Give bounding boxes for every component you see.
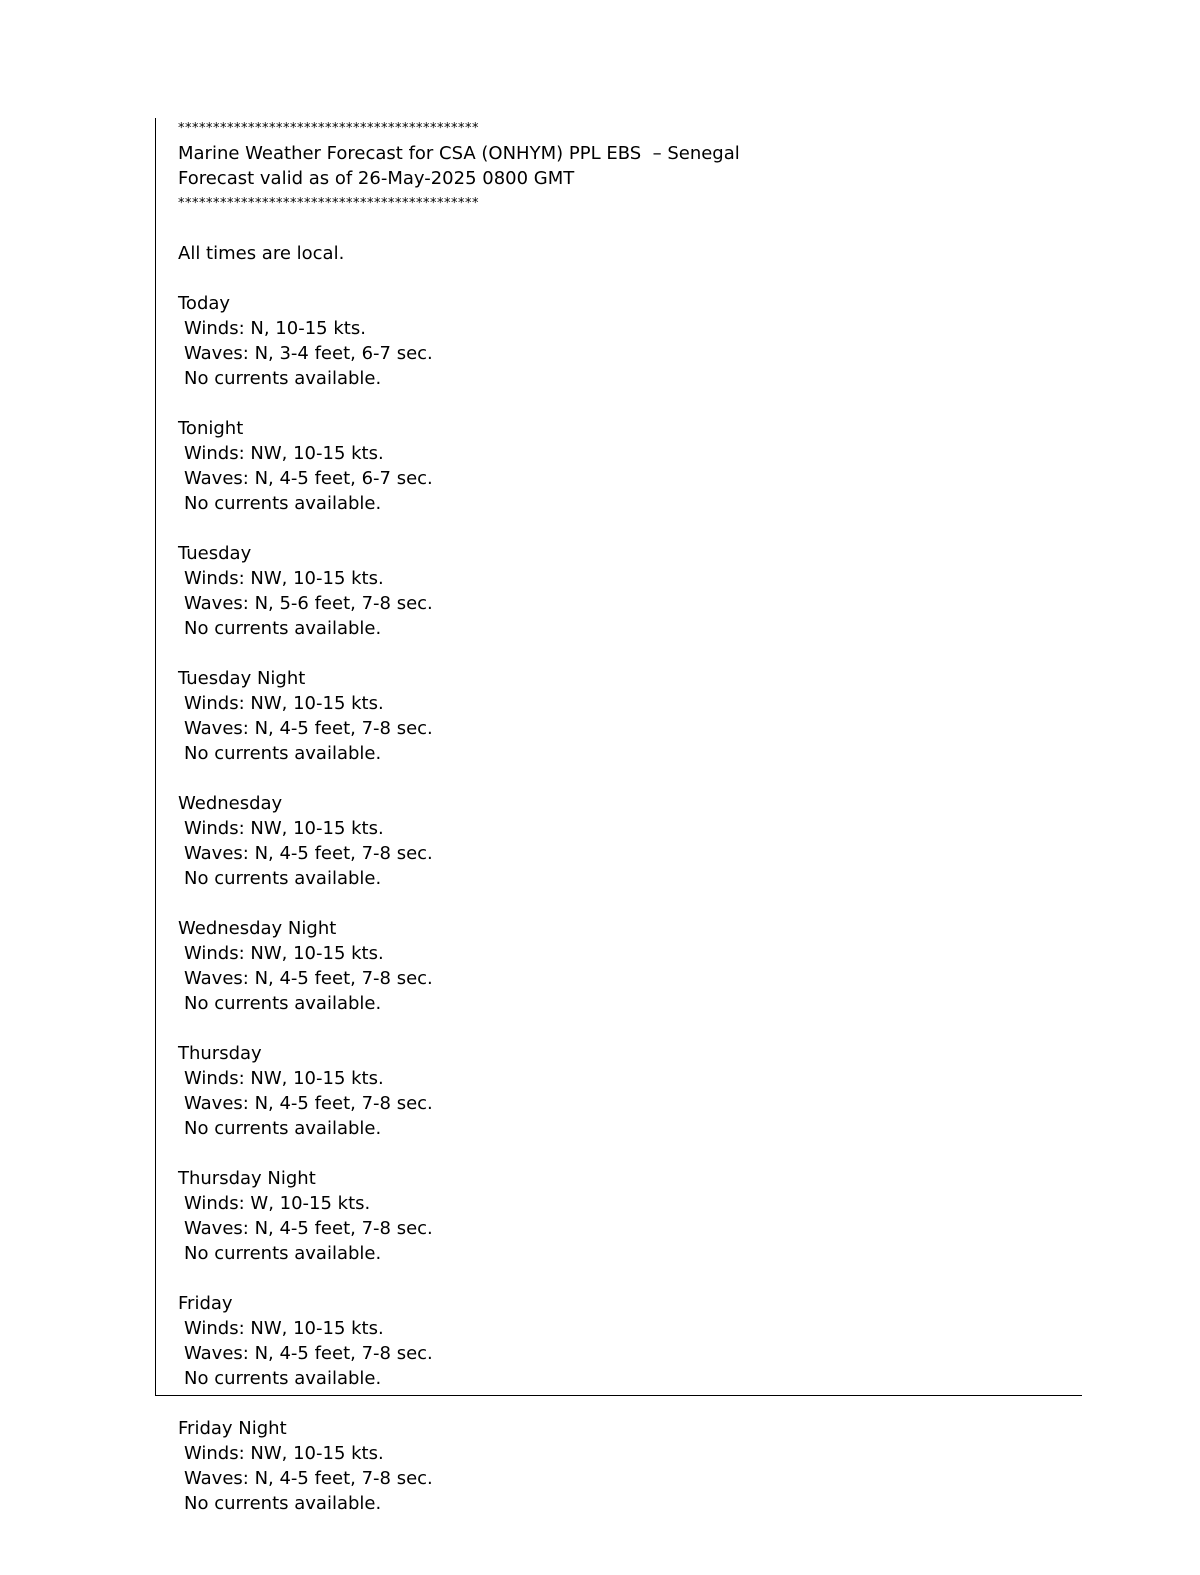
- spacer: [178, 391, 1058, 416]
- period-waves: Waves: N, 4-5 feet, 7-8 sec.: [184, 1468, 433, 1489]
- period-name: Friday: [178, 1293, 233, 1314]
- period-name: Tonight: [178, 418, 244, 439]
- spacer: [178, 766, 1058, 791]
- period-currents: No currents available.: [184, 1493, 382, 1514]
- period-name: Tuesday: [178, 543, 252, 564]
- spacer: [178, 516, 1058, 541]
- period-name: Wednesday Night: [178, 918, 337, 939]
- forecast-valid-time: Forecast valid as of 26-May-2025 0800 GMT: [178, 168, 575, 189]
- period-currents: No currents available.: [184, 868, 382, 889]
- spacer: [178, 1391, 1058, 1416]
- left-border-line: [155, 118, 156, 1396]
- period-currents: No currents available.: [184, 1368, 382, 1389]
- period-name: Friday Night: [178, 1418, 287, 1439]
- period-winds: Winds: NW, 10-15 kts.: [184, 818, 384, 839]
- period-currents: No currents available.: [184, 743, 382, 764]
- period-block: [178, 1041, 1058, 1166]
- period-winds: Winds: NW, 10-15 kts.: [184, 1318, 384, 1339]
- period-currents: No currents available.: [184, 993, 382, 1014]
- period-waves: Waves: N, 4-5 feet, 7-8 sec.: [184, 843, 433, 864]
- header-stars-top: *******************************************: [178, 121, 479, 136]
- period-currents: No currents available.: [184, 1243, 382, 1264]
- spacer: [178, 1266, 1058, 1291]
- period-waves: Waves: N, 5-6 feet, 7-8 sec.: [184, 593, 433, 614]
- period-block: [178, 1166, 1058, 1291]
- period-block: [178, 916, 1058, 1041]
- period-block: [178, 1416, 1058, 1516]
- period-waves: Waves: N, 4-5 feet, 7-8 sec.: [184, 968, 433, 989]
- period-name: Wednesday: [178, 793, 283, 814]
- spacer: [178, 1141, 1058, 1166]
- period-waves: Waves: N, 4-5 feet, 7-8 sec.: [184, 1343, 433, 1364]
- spacer: [178, 216, 1058, 241]
- forecast-text: [178, 116, 1058, 1516]
- period-winds: Winds: NW, 10-15 kts.: [184, 943, 384, 964]
- period-winds: Winds: W, 10-15 kts.: [184, 1193, 371, 1214]
- header-stars-bottom: *******************************************: [178, 196, 479, 211]
- times-note: All times are local.: [178, 243, 345, 264]
- period-block: [178, 791, 1058, 916]
- period-winds: Winds: NW, 10-15 kts.: [184, 568, 384, 589]
- period-block: [178, 1291, 1058, 1416]
- period-name: Tuesday Night: [178, 668, 306, 689]
- period-winds: Winds: NW, 10-15 kts.: [184, 1443, 384, 1464]
- period-currents: No currents available.: [184, 493, 382, 514]
- spacer: [178, 891, 1058, 916]
- period-block: [178, 416, 1058, 541]
- period-currents: No currents available.: [184, 368, 382, 389]
- spacer: [178, 641, 1058, 666]
- period-name: Thursday: [178, 1043, 262, 1064]
- period-block: [178, 666, 1058, 791]
- period-waves: Waves: N, 4-5 feet, 6-7 sec.: [184, 468, 433, 489]
- period-waves: Waves: N, 4-5 feet, 7-8 sec.: [184, 1093, 433, 1114]
- period-winds: Winds: NW, 10-15 kts.: [184, 693, 384, 714]
- period-winds: Winds: N, 10-15 kts.: [184, 318, 366, 339]
- period-waves: Waves: N, 4-5 feet, 7-8 sec.: [184, 718, 433, 739]
- period-winds: Winds: NW, 10-15 kts.: [184, 1068, 384, 1089]
- period-currents: No currents available.: [184, 618, 382, 639]
- period-waves: Waves: N, 3-4 feet, 6-7 sec.: [184, 343, 433, 364]
- spacer: [178, 1016, 1058, 1041]
- period-currents: No currents available.: [184, 1118, 382, 1139]
- period-block: [178, 541, 1058, 666]
- period-name: Today: [178, 293, 231, 314]
- period-block: [178, 291, 1058, 416]
- forecast-title: Marine Weather Forecast for CSA (ONHYM) PPL EBS – Senegal: [178, 143, 740, 164]
- period-winds: Winds: NW, 10-15 kts.: [184, 443, 384, 464]
- spacer: [178, 266, 1058, 291]
- period-waves: Waves: N, 4-5 feet, 7-8 sec.: [184, 1218, 433, 1239]
- period-name: Thursday Night: [178, 1168, 316, 1189]
